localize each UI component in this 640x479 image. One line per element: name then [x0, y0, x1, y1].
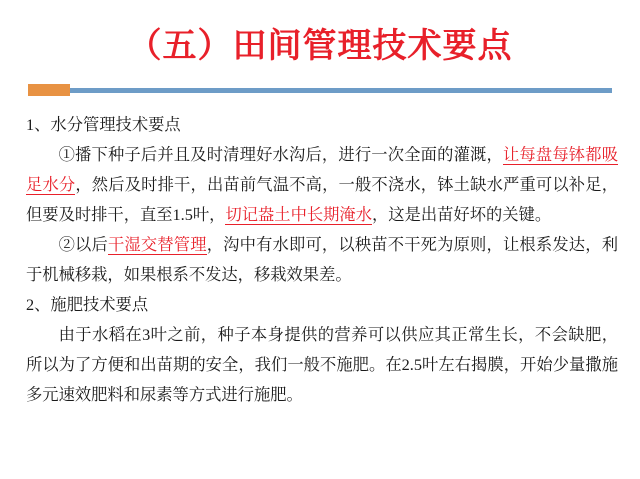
- text-run: ，这是出苗好坏的关键。: [372, 205, 552, 224]
- highlighted-text-run: 干湿交替管理: [107, 235, 207, 254]
- text-run: ，然后及时排干，出苗前气温不高，一般不浇水，钵土缺水严重可以补足，但要及时排干，直至1.5叶，: [26, 175, 618, 224]
- paragraph: [26, 230, 618, 290]
- page-title: （五）田间管理技术要点: [127, 28, 513, 65]
- highlighted-text-run: 让每盘每钵都吸足水分: [26, 145, 618, 194]
- text-run: 1、水分管理技术要点: [26, 115, 181, 134]
- paragraph: [26, 110, 618, 140]
- paragraph: [26, 290, 618, 320]
- text-run: 2、施肥技术要点: [26, 295, 149, 314]
- text-run: ②以后: [58, 235, 108, 254]
- divider-accent-block: [28, 84, 70, 96]
- highlighted-text-run: 切记盎土中长期淹水: [225, 205, 372, 224]
- paragraph: [26, 320, 618, 410]
- text-run: ①播下种子后并且及时清理好水沟后，进行一次全面的灌溉，: [58, 145, 503, 164]
- paragraph: [26, 140, 618, 230]
- text-run: ，沟中有水即可，以秧苗不干死为原则，让根系发达，利于机械移栽，如果根系不发达，移栽效果差。: [26, 235, 618, 284]
- text-run: 由于水稻在3叶之前，种子本身提供的营养可以供应其正常生长，不会缺肥，所以为了方便和出苗期的安全，我们一般不施肥。在2.5叶左右揭膜，开始少量撒施多元速效肥料和尿素等方式进行施肥。: [26, 325, 618, 404]
- slide-body: [26, 110, 618, 410]
- divider-line: [70, 88, 612, 93]
- title-divider: [28, 84, 612, 96]
